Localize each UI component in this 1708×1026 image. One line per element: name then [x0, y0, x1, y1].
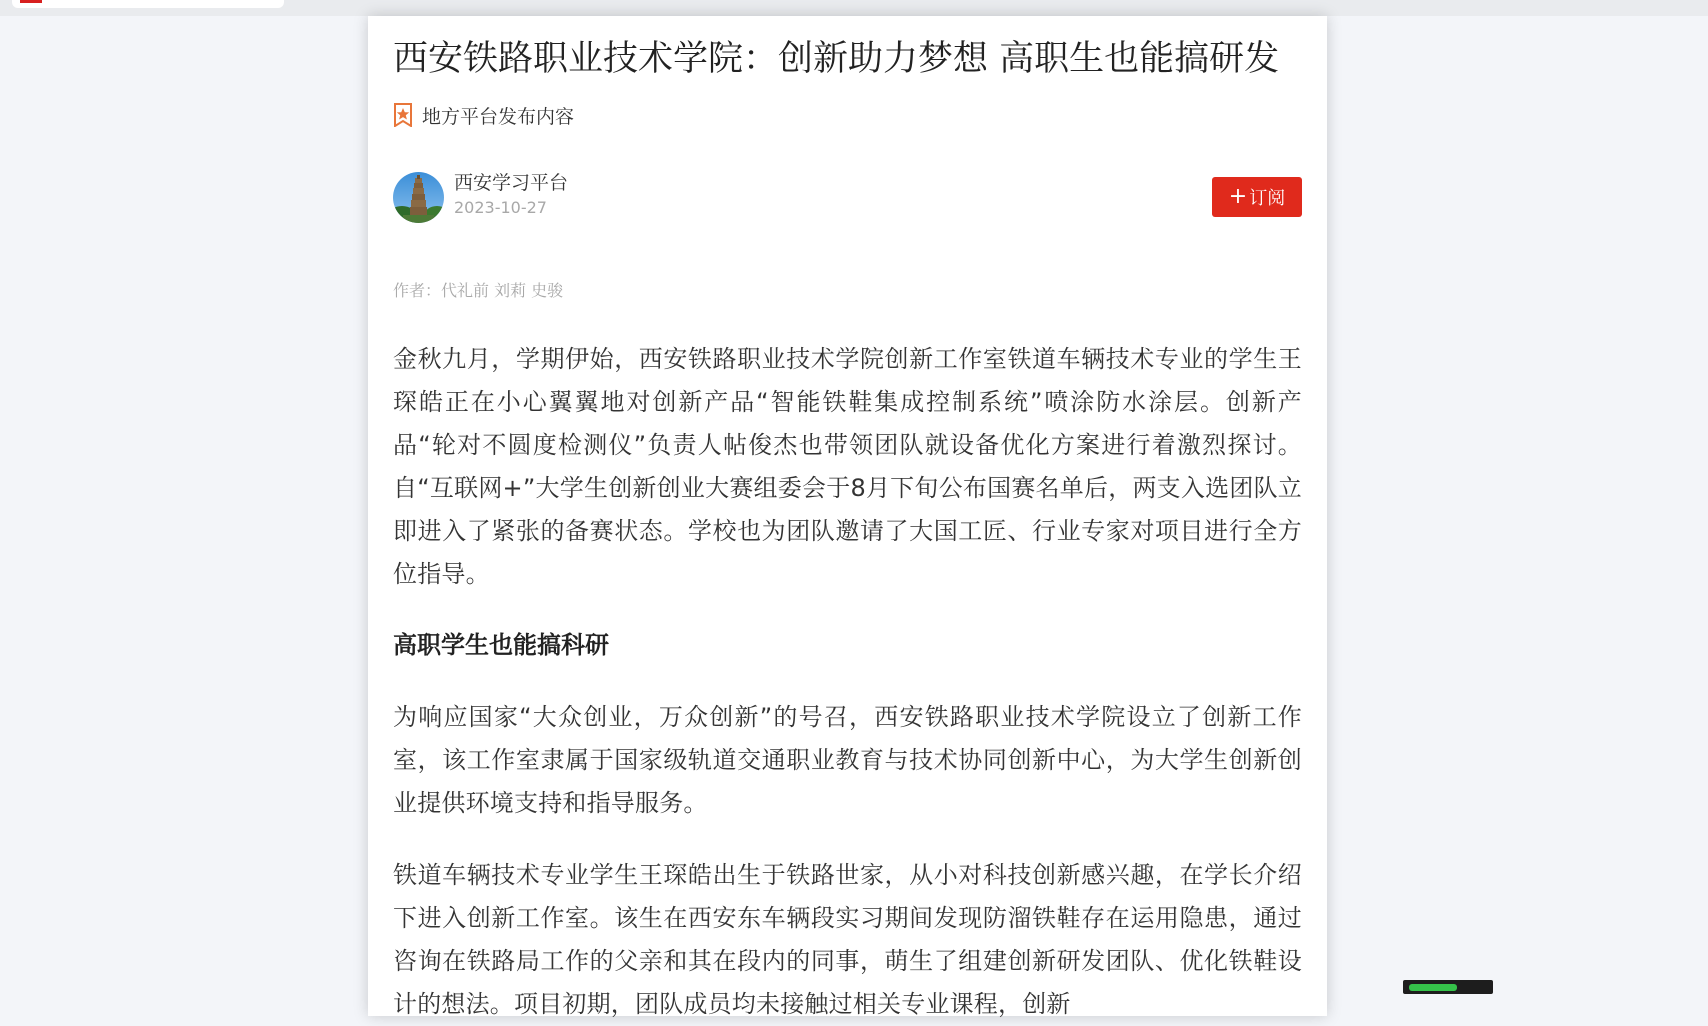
article-authors: 作者：代礼前 刘莉 史骏: [393, 281, 564, 300]
widget-progress-fill: [1409, 984, 1457, 991]
top-logo-icon: [20, 0, 42, 3]
source-row: [393, 102, 574, 128]
platform-avatar[interactable]: [393, 172, 444, 223]
paragraph-3: 铁道车辆技术专业学生王琛皓出生于铁路世家，从小对科技创新感兴趣，在学长介绍下进入创新工作室。该生在西安东车辆段实习期间发现防溜铁鞋存在运用隐患，通过咨询在铁路局工作的父亲和其在段内的同事，萌生了组建创新研发团队、优化铁鞋设计的想法。项目初期，团队成员均未接触过相关专业课程，创新: [393, 861, 1302, 1018]
article-card: [368, 16, 1327, 1016]
plus-icon: +: [1228, 184, 1248, 209]
section-heading: 高职学生也能搞科研: [393, 631, 609, 659]
star-badge-icon: [393, 103, 413, 127]
pagoda-avatar-icon: [393, 172, 444, 223]
floating-widget[interactable]: [1403, 980, 1493, 994]
top-search-field[interactable]: [12, 0, 284, 8]
author-row: [393, 170, 1302, 224]
paragraph-2: 为响应国家“大众创业，万众创新”的号召，西安铁路职业技术学院设立了创新工作室，该工作室隶属于国家级轨道交通职业教育与技术协同创新中心，为大学生创新创业提供环境支持和指导服务。: [393, 703, 1302, 817]
paragraph-1: 金秋九月，学期伊始，西安铁路职业技术学院创新工作室铁道车辆技术专业的学生王琛皓正在小心翼翼地对创新产品“智能铁鞋集成控制系统”喷涂防水涂层。创新产品“轮对不圆度检测仪”负责人帖俊杰也带领团队就设备优化方案进行着激烈探讨。自“互联网+”大学生创新创业大赛组委会于8月下旬公布国赛名单后，两支入选团队立即进入了紧张的备赛状态。学校也为团队邀请了大国工匠、行业专家对项目进行全方位指导。: [393, 345, 1302, 588]
subscribe-label: 订阅: [1249, 188, 1286, 209]
subscribe-button[interactable]: [1212, 177, 1302, 217]
source-label: 地方平台发布内容: [422, 105, 575, 128]
publish-date: 2023-10-27: [454, 198, 547, 217]
article-title: 西安铁路职业技术学院：创新助力梦想 高职生也能搞研发: [393, 39, 1280, 79]
platform-name[interactable]: 西安学习平台: [454, 172, 569, 194]
browser-top-bar: [0, 0, 1708, 16]
